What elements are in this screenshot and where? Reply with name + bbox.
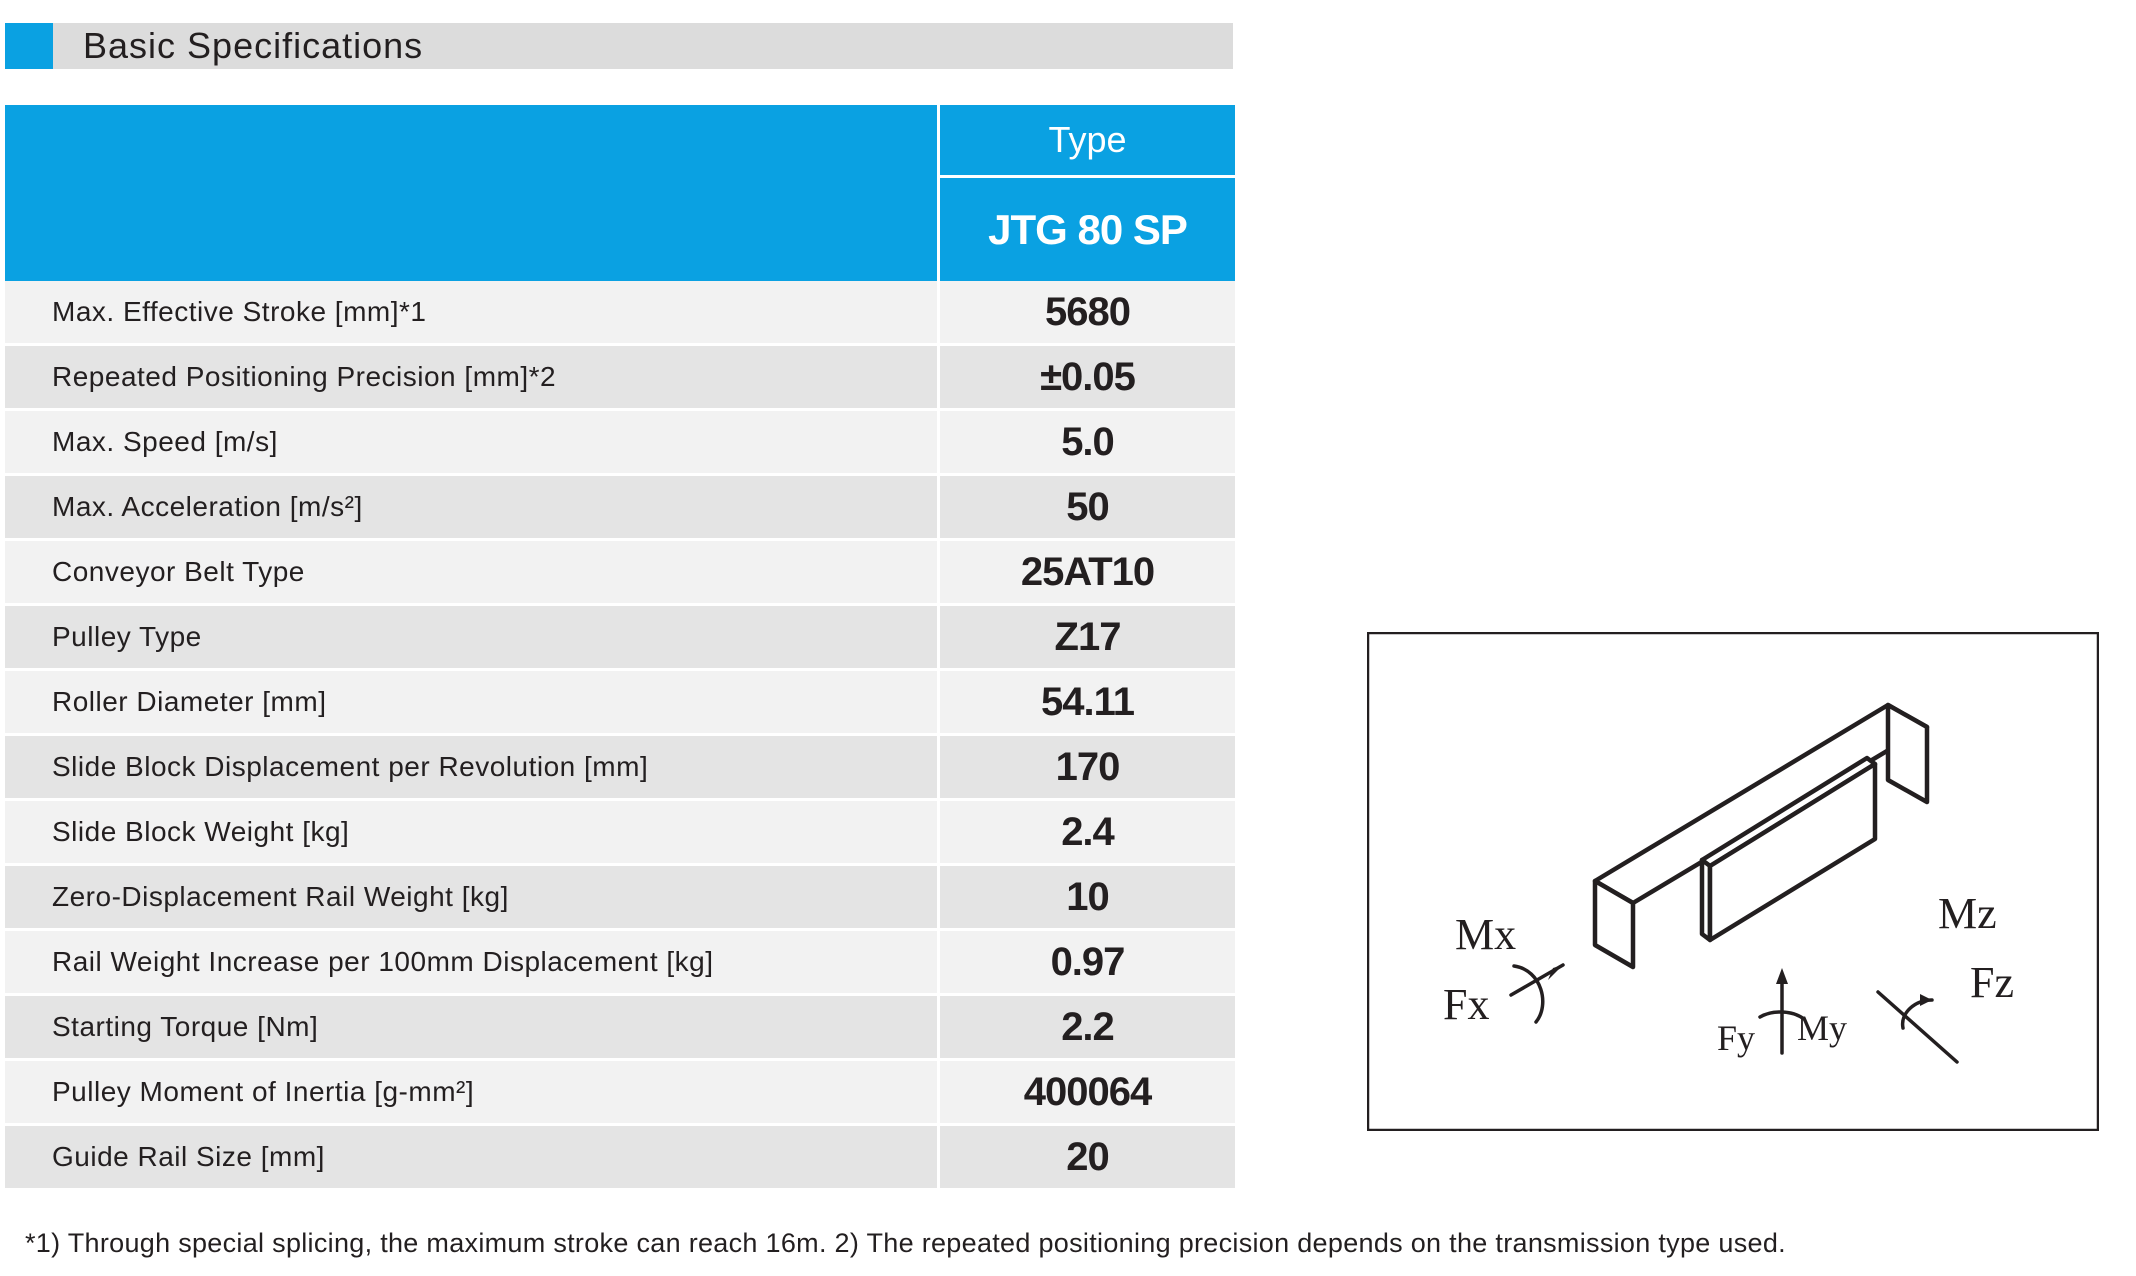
section-accent-block [5, 23, 53, 69]
table-row [5, 541, 1235, 606]
spec-label: Max. Acceleration [m/s²] [5, 476, 940, 541]
spec-value: 5680 [940, 281, 1235, 346]
table-row [5, 346, 1235, 411]
spec-table [5, 105, 1235, 1191]
spec-value: 20 [940, 1126, 1235, 1191]
spec-label: Roller Diameter [mm] [5, 671, 940, 736]
spec-label: Zero-Displacement Rail Weight [kg] [5, 866, 940, 931]
spec-value: 400064 [940, 1061, 1235, 1126]
spec-value: 54.11 [940, 671, 1235, 736]
spec-value: 0.97 [940, 931, 1235, 996]
table-row [5, 476, 1235, 541]
table-row [5, 931, 1235, 996]
spec-value: Z17 [940, 606, 1235, 671]
header-type: Type [940, 105, 1235, 178]
section-header [5, 23, 1233, 69]
fz-label: Fz [1970, 958, 2014, 1007]
table-row [5, 411, 1235, 476]
fy-label: Fy [1717, 1018, 1756, 1058]
spec-value: 5.0 [940, 411, 1235, 476]
mx-label: Mx [1455, 910, 1517, 959]
spec-label: Conveyor Belt Type [5, 541, 940, 606]
footnote: *1) Through special splicing, the maximum stroke can reach 16m. 2) The repeated positioning precision depends on the transmission type used. [25, 1228, 1786, 1258]
table-row [5, 281, 1235, 346]
spec-label: Slide Block Displacement per Revolution [mm] [5, 736, 940, 801]
spec-label: Pulley Moment of Inertia [g-mm²] [5, 1061, 940, 1126]
spec-value: 50 [940, 476, 1235, 541]
table-row [5, 866, 1235, 931]
spec-value: 10 [940, 866, 1235, 931]
force-moment-diagram [1367, 632, 2099, 1131]
header-blank-cell [5, 105, 940, 281]
spec-label: Max. Speed [m/s] [5, 411, 940, 476]
spec-value: 25AT10 [940, 541, 1235, 606]
header-model: JTG 80 SP [940, 178, 1235, 281]
spec-value: 170 [940, 736, 1235, 801]
section-title: Basic Specifications [83, 25, 424, 66]
mz-label: Mz [1938, 889, 1997, 938]
table-row [5, 1126, 1235, 1191]
spec-label: Guide Rail Size [mm] [5, 1126, 940, 1191]
spec-label: Slide Block Weight [kg] [5, 801, 940, 866]
table-row [5, 1061, 1235, 1126]
table-row [5, 606, 1235, 671]
spec-value: ±0.05 [940, 346, 1235, 411]
table-row [5, 801, 1235, 866]
fx-label: Fx [1443, 980, 1490, 1029]
spec-value: 2.2 [940, 996, 1235, 1061]
table-row [5, 996, 1235, 1061]
table-row [5, 736, 1235, 801]
spec-table-body [5, 281, 1235, 1191]
spec-label: Pulley Type [5, 606, 940, 671]
spec-label: Repeated Positioning Precision [mm]*2 [5, 346, 940, 411]
spec-label: Starting Torque [Nm] [5, 996, 940, 1061]
spec-label: Max. Effective Stroke [mm]*1 [5, 281, 940, 346]
spec-value: 2.4 [940, 801, 1235, 866]
table-row [5, 671, 1235, 736]
my-label: My [1797, 1008, 1848, 1048]
spec-label: Rail Weight Increase per 100mm Displacement [kg] [5, 931, 940, 996]
